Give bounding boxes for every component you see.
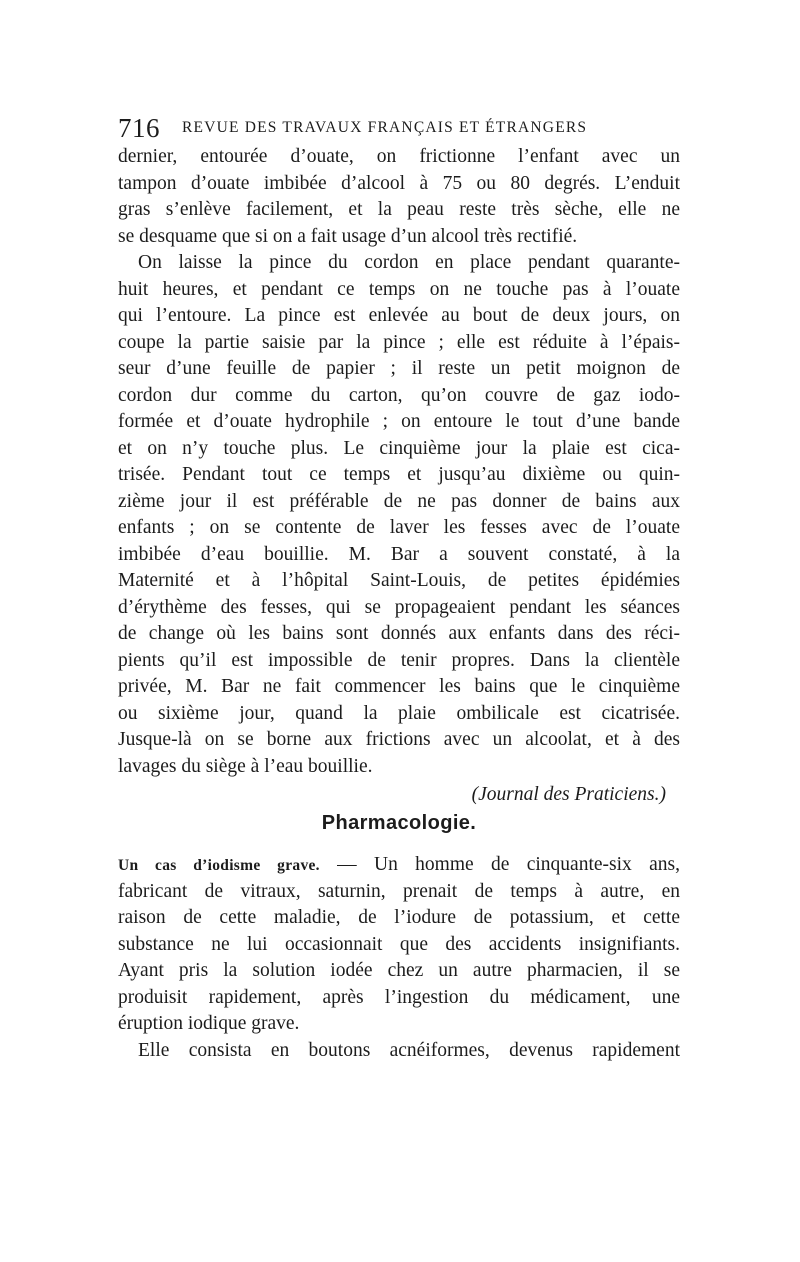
article-first-line	[118, 852, 680, 879]
text-line: d’érythème des fesses, qui se propageaient pendant les séances	[118, 596, 680, 618]
text-line: se desquame que si on a fait usage d’un alcool très rectifié.	[118, 225, 578, 247]
text-line: raison de cette maladie, de l’iodure de potassium, et cette	[118, 907, 680, 928]
text-line: zième jour il est préférable de ne pas donner de bains aux	[118, 490, 680, 512]
page-header	[118, 110, 680, 146]
text-line: de change où les bains sont donnés aux enfants dans des réci-	[118, 623, 680, 644]
article-first-line-text: — Un homme de cinquante-six ans,	[319, 854, 680, 875]
page-number: 716	[118, 113, 160, 143]
text-line: seur d’une feuille de papier ; il reste un petit moignon de	[118, 358, 680, 379]
text-line: huit heures, et pendant ce temps on ne touche pas à l’ouate	[118, 278, 680, 300]
text-line: Elle consista en boutons acnéiformes, devenus rapidement	[138, 1039, 680, 1061]
article-title: Un cas d’iodisme grave.	[118, 857, 320, 874]
text-line: enfants ; on se contente de laver les fesses avec de l’ouate	[118, 517, 680, 538]
text-line: produisit rapidement, après l’ingestion du médicament, une	[118, 986, 680, 1008]
text-line: cordon dur comme du carton, qu’on couvre de gaz iodo-	[118, 384, 680, 406]
text-line: gras s’enlève facilement, et la peau reste très sèche, elle ne	[118, 199, 680, 220]
text-line: privée, M. Bar ne fait commencer les bains que le cinquième	[118, 676, 680, 697]
text-line: On laisse la pince du cordon en place pendant quarante-	[138, 252, 680, 273]
text-line: qui l’entoure. La pince est enlevée au bout de deux jours, on	[118, 305, 680, 326]
text-line: coupe la partie saisie par la pince ; elle est réduite à l’épais-	[118, 331, 680, 353]
text-line: trisée. Pendant tout ce temps et jusqu’au dixième ou quin-	[118, 464, 680, 485]
text-line: et on n’y touche plus. Le cinquième jour la plaie est cica-	[118, 437, 680, 459]
text-line: Ayant pris la solution iodée chez un autre pharmacien, il se	[118, 960, 680, 981]
text-line: éruption iodique grave.	[118, 1013, 300, 1034]
article-end-block	[118, 144, 680, 810]
text-line: Jusque-là on se borne aux frictions avec un alcoolat, et à des	[118, 729, 680, 750]
section-heading: Pharmacologie.	[321, 812, 477, 834]
running-title: REVUE DES TRAVAUX FRANÇAIS ET ÉTRANGERS	[182, 119, 588, 136]
source-citation: (Journal des Praticiens.)	[471, 784, 666, 805]
text-line: fabricant de vitraux, saturnin, prenait de temps à autre, en	[118, 880, 680, 902]
text-line: substance ne lui occasionnait que des accidents insignifiants.	[118, 933, 680, 955]
text-line: formée et d’ouate hydrophile ; on entoure le tout d’une bande	[118, 411, 680, 432]
text-line: ou sixième jour, quand la plaie ombilicale est cicatrisée.	[118, 702, 680, 724]
text-line: imbibée d’eau bouillie. M. Bar a souvent constaté, à la	[118, 543, 680, 565]
text-line: tampon d’ouate imbibée d’alcool à 75 ou 80 degrés. L’enduit	[118, 172, 680, 194]
article-block	[118, 852, 680, 1064]
text-line: lavages du siège à l’eau bouillie.	[118, 755, 373, 777]
text-line: pients qu’il est impossible de tenir propres. Dans la clientèle	[118, 649, 680, 671]
text-line: Maternité et à l’hôpital Saint-Louis, de petites épidémies	[118, 570, 680, 591]
text-line: dernier, entourée d’ouate, on frictionne l’enfant avec un	[118, 146, 680, 167]
